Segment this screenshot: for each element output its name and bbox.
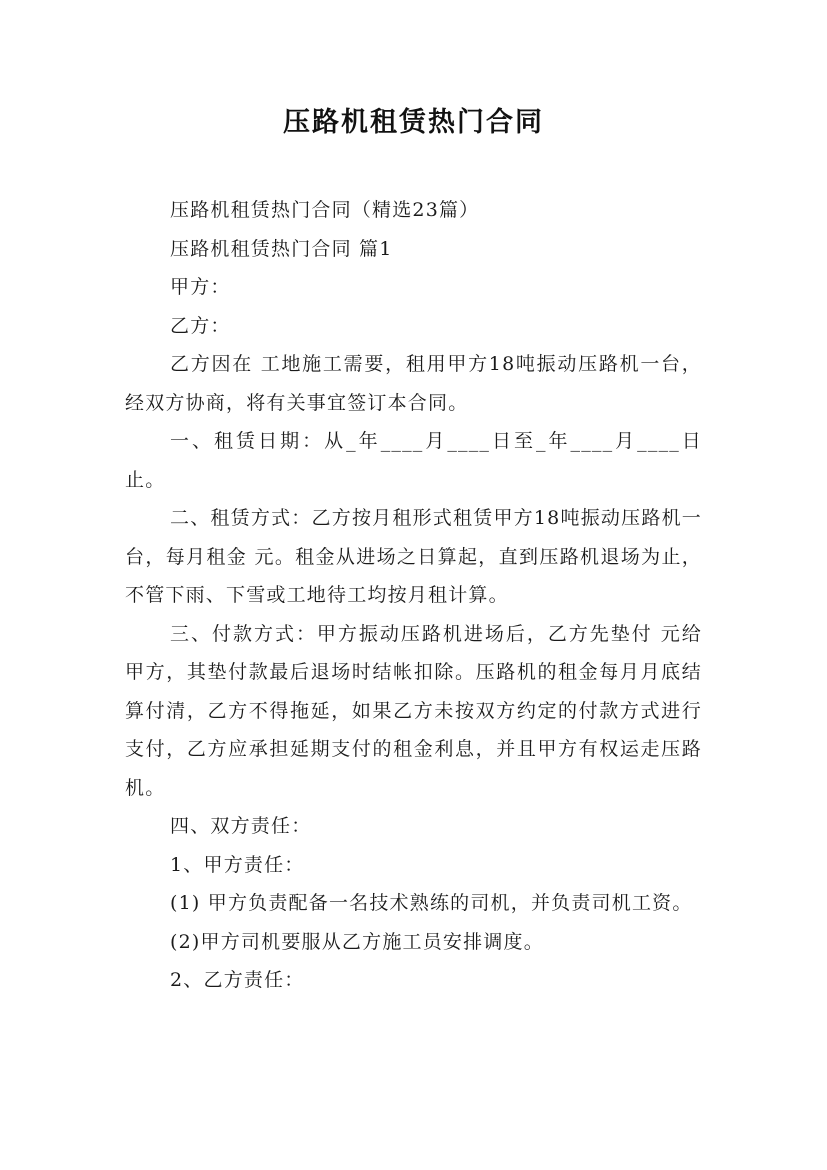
paragraph-item-1: (1) 甲方负责配备一名技术熟练的司机，并负责司机工资。 bbox=[170, 892, 693, 914]
paragraph-intro: 乙方因在 工地施工需要，租用甲方18吨振动压路机一台，经双方协商，将有关事宜签订本合同。 bbox=[125, 353, 702, 414]
paragraph-section-heading: 压路机租赁热门合同 篇1 bbox=[170, 237, 393, 260]
paragraph-party-a: 甲方： bbox=[170, 276, 231, 298]
document-body bbox=[125, 191, 702, 1000]
paragraph-responsibilities: 四、双方责任： bbox=[170, 815, 312, 837]
paragraph-lease-date: 一、租赁日期：从_年____月____日至_年____月____日止。 bbox=[125, 430, 702, 491]
paragraph-party-a-responsibility: 1、甲方责任： bbox=[170, 853, 305, 876]
paragraph-item-2: (2)甲方司机要服从乙方施工员安排调度。 bbox=[170, 930, 544, 953]
paragraph-subtitle: 压路机租赁热门合同（精选23篇） bbox=[170, 199, 480, 221]
document-title: 压路机租赁热门合同 bbox=[283, 107, 544, 138]
paragraph-lease-method: 二、租赁方式：乙方按月租形式租赁甲方18吨振动压路机一台，每月租金 元。租金从进场之日算起，直到压路机退场为止，不管下雨、下雪或工地待工均按月租计算。 bbox=[125, 507, 702, 606]
paragraph-party-b: 乙方： bbox=[170, 314, 231, 337]
paragraph-payment-method: 三、付款方式：甲方振动压路机进场后，乙方先垫付 元给甲方，其垫付款最后退场时结帐扣除。压路机的租金每月月底结算付清，乙方不得拖延，如果乙方未按双方约定的付款方式进行支付，乙方应承担延期支付的租金利息，并且甲方有权运走压路机。 bbox=[125, 622, 702, 799]
paragraph-party-b-responsibility: 2、乙方责任： bbox=[170, 969, 305, 991]
